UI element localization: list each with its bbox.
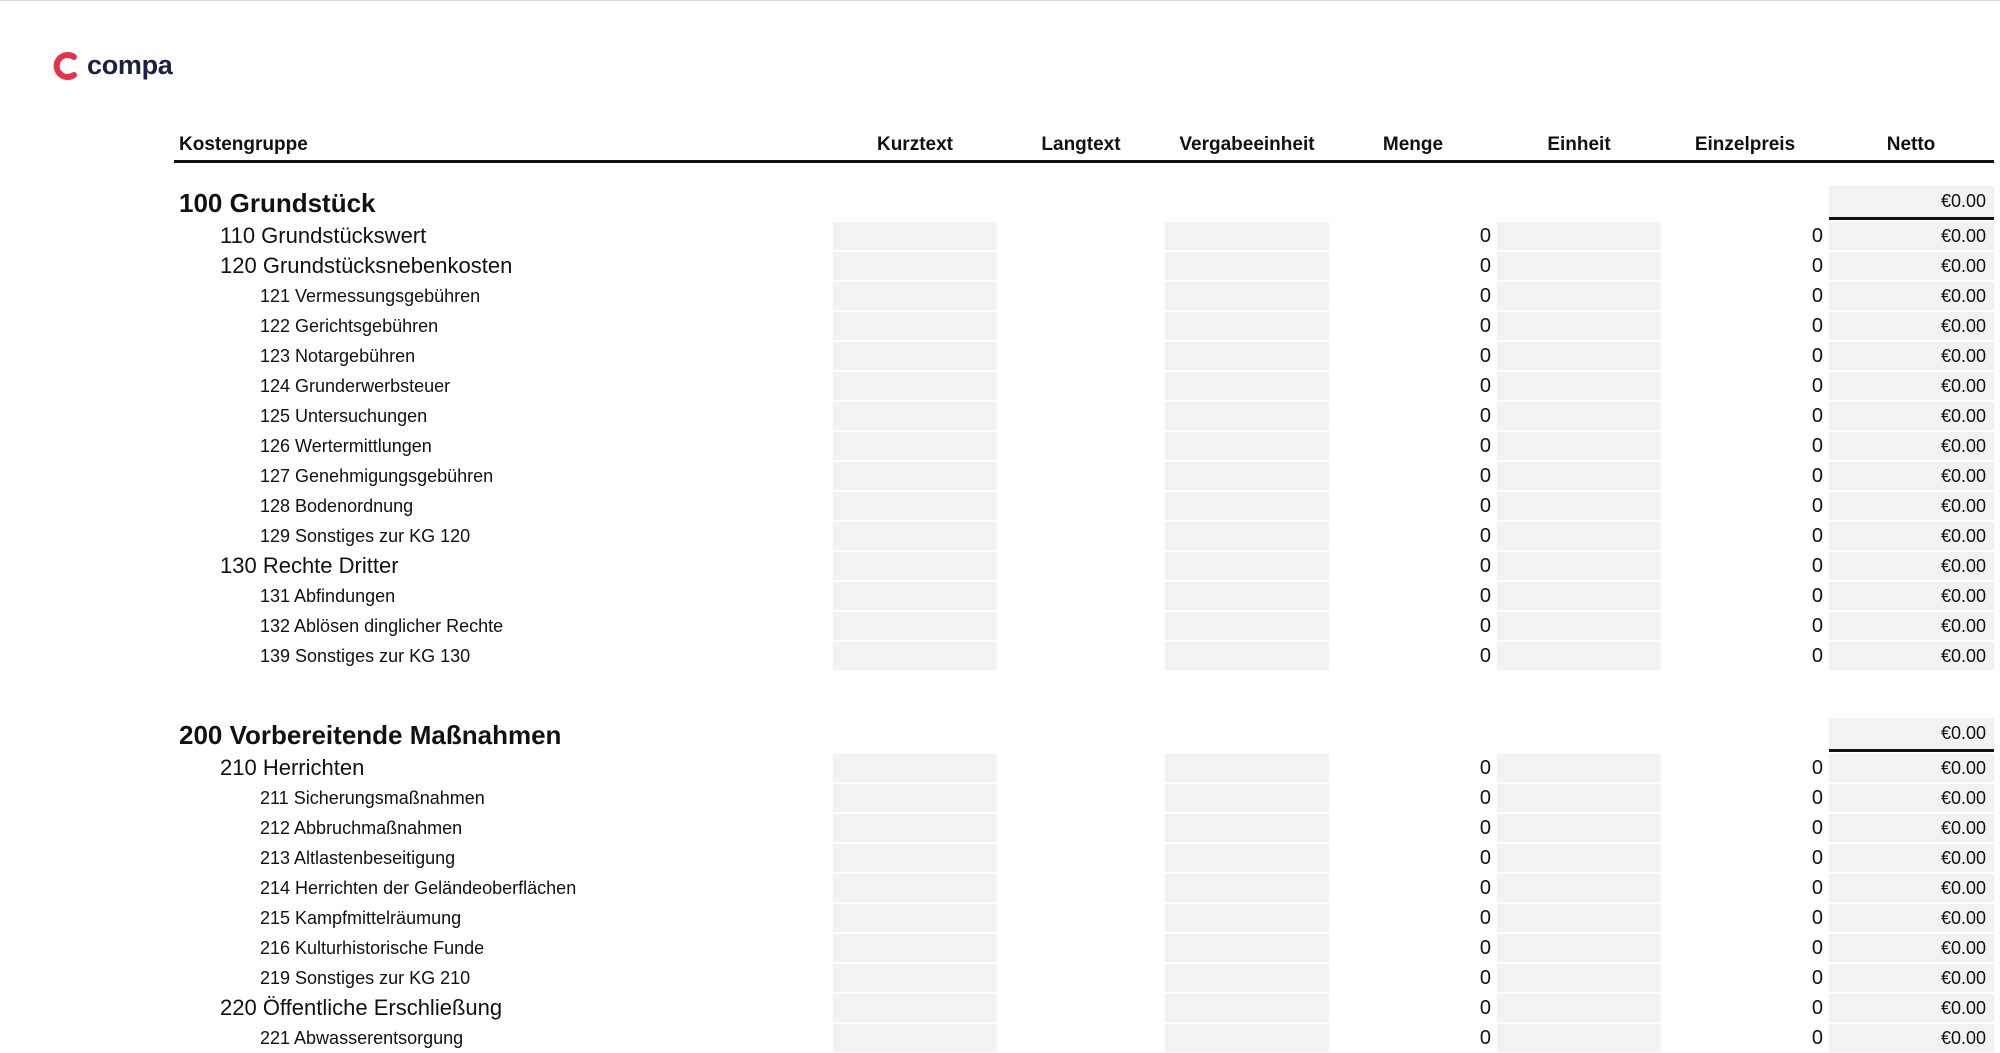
vergabeeinheit-cell[interactable] [1165,844,1329,872]
einheit-cell[interactable] [1497,814,1661,842]
kostengruppe-label: 123 Notargebühren [260,345,416,366]
col-menge-header: Menge [1330,130,1496,163]
table-row [174,431,2000,461]
langtext-cell[interactable] [998,903,1164,933]
einzelpreis-cell[interactable]: 0 [1811,254,1823,277]
einheit-cell[interactable] [1497,522,1661,550]
empty-cell [998,185,1164,221]
kurztext-cell[interactable] [833,612,997,640]
kurztext-cell[interactable] [833,522,997,550]
netto-cell: €0.00 [1829,462,1994,490]
menge-cell[interactable]: 0 [1479,786,1491,809]
einzelpreis-cell[interactable]: 0 [1811,524,1823,547]
menge-cell[interactable]: 0 [1479,906,1491,929]
einzelpreis-cell[interactable]: 0 [1811,756,1823,779]
langtext-cell[interactable] [998,783,1164,813]
kurztext-cell[interactable] [833,814,997,842]
table-row [174,813,2000,843]
netto-cell: €0.00 [1829,784,1994,812]
empty-cell [1496,185,1662,221]
menge-cell[interactable]: 0 [1479,1026,1491,1049]
col-einzelpreis-header: Einzelpreis [1662,130,1828,163]
cost-sheet [174,130,2000,1053]
empty-cell [1164,717,1330,753]
netto-cell: €0.00 [1829,874,1994,902]
menge-cell[interactable]: 0 [1479,224,1491,247]
kostengruppe-label: 214 Herrichten der Geländeoberflächen [260,877,577,898]
vergabeeinheit-cell[interactable] [1165,784,1329,812]
section-title: 100 Grundstück [179,188,376,218]
kurztext-cell[interactable] [833,252,997,280]
kostengruppe-label: 221 Abwasserentsorgung [260,1027,464,1048]
section-header-row [174,717,2000,753]
table-row [174,251,2000,281]
langtext-cell[interactable] [998,281,1164,311]
langtext-cell[interactable] [998,611,1164,641]
langtext-cell[interactable] [998,341,1164,371]
einzelpreis-cell[interactable]: 0 [1811,344,1823,367]
einheit-cell[interactable] [1497,874,1661,902]
table-row [174,993,2000,1023]
menge-cell[interactable]: 0 [1479,284,1491,307]
einheit-cell[interactable] [1497,372,1661,400]
top-divider [0,0,2000,1]
langtext-cell[interactable] [998,753,1164,783]
empty-cell [1662,717,1828,753]
empty-cell [1330,717,1496,753]
menge-cell[interactable]: 0 [1479,524,1491,547]
einheit-cell[interactable] [1497,754,1661,782]
netto-cell: €0.00 [1829,964,1994,992]
kurztext-cell[interactable] [833,582,997,610]
menge-cell[interactable]: 0 [1479,314,1491,337]
kostengruppe-label: 122 Gerichtsgebühren [260,315,439,336]
einheit-cell[interactable] [1497,402,1661,430]
table-body [174,163,2000,1053]
kostengruppe-label: 125 Untersuchungen [260,405,428,426]
section-spacer [174,671,2000,717]
einzelpreis-cell[interactable]: 0 [1811,644,1823,667]
kostengruppe-label: 126 Wertermittlungen [260,435,432,456]
menge-cell[interactable]: 0 [1479,876,1491,899]
langtext-cell[interactable] [998,813,1164,843]
table-row [174,221,2000,251]
section-header-row [174,185,2000,221]
einzelpreis-cell[interactable]: 0 [1811,404,1823,427]
netto-cell: €0.00 [1829,282,1994,310]
kostengruppe-label: 213 Altlastenbeseitigung [260,847,456,868]
vergabeeinheit-cell[interactable] [1165,432,1329,460]
netto-cell: €0.00 [1829,312,1994,340]
kostengruppe-label: 124 Grunderwerbsteuer [260,375,451,396]
langtext-cell[interactable] [998,963,1164,993]
kostengruppe-label: 210 Herrichten [220,755,365,780]
netto-cell: €0.00 [1829,1024,1994,1052]
einheit-cell[interactable] [1497,784,1661,812]
vergabeeinheit-cell[interactable] [1165,402,1329,430]
netto-cell: €0.00 [1829,522,1994,550]
kostengruppe-label: 110 Grundstückswert [220,223,427,248]
kurztext-cell[interactable] [833,372,997,400]
table-row [174,641,2000,671]
kostengruppe-label: 121 Vermessungsgebühren [260,285,481,306]
netto-cell: €0.00 [1829,642,1994,670]
col-kostengruppe-header: Kostengruppe [174,130,832,163]
kurztext-cell[interactable] [833,462,997,490]
langtext-cell[interactable] [998,221,1164,251]
menge-cell[interactable]: 0 [1479,756,1491,779]
langtext-cell[interactable] [998,551,1164,581]
einzelpreis-cell[interactable]: 0 [1811,584,1823,607]
kurztext-cell[interactable] [833,1024,997,1052]
einheit-cell[interactable] [1497,612,1661,640]
section-netto-total: €0.00 [1829,718,1994,752]
menge-cell[interactable]: 0 [1479,494,1491,517]
menge-cell[interactable]: 0 [1479,374,1491,397]
table-row [174,341,2000,371]
menge-cell[interactable]: 0 [1479,464,1491,487]
einzelpreis-cell[interactable]: 0 [1811,876,1823,899]
kostengruppe-label: 120 Grundstücksnebenkosten [220,253,513,278]
empty-cell [1496,717,1662,753]
netto-cell: €0.00 [1829,934,1994,962]
table-row [174,903,2000,933]
kurztext-cell[interactable] [833,282,997,310]
table-row [174,281,2000,311]
kostengruppe-label: 212 Abbruchmaßnahmen [260,817,463,838]
langtext-cell[interactable] [998,933,1164,963]
kurztext-cell[interactable] [833,904,997,932]
empty-cell [1164,185,1330,221]
langtext-cell[interactable] [998,491,1164,521]
einheit-cell[interactable] [1497,492,1661,520]
netto-cell: €0.00 [1829,754,1994,782]
menge-cell[interactable]: 0 [1479,254,1491,277]
kostengruppe-label: 219 Sonstiges zur KG 210 [260,967,471,988]
einzelpreis-cell[interactable]: 0 [1811,434,1823,457]
menge-cell[interactable]: 0 [1479,404,1491,427]
vergabeeinheit-cell[interactable] [1165,814,1329,842]
table-row [174,753,2000,783]
menge-cell[interactable]: 0 [1479,644,1491,667]
kurztext-cell[interactable] [833,964,997,992]
einzelpreis-cell[interactable]: 0 [1811,284,1823,307]
einzelpreis-cell[interactable]: 0 [1811,314,1823,337]
kurztext-cell[interactable] [833,844,997,872]
table-row [174,551,2000,581]
table-row [174,461,2000,491]
netto-cell: €0.00 [1829,994,1994,1022]
einzelpreis-cell[interactable]: 0 [1811,936,1823,959]
langtext-cell[interactable] [998,1023,1164,1053]
einheit-cell[interactable] [1497,934,1661,962]
menge-cell[interactable]: 0 [1479,816,1491,839]
menge-cell[interactable]: 0 [1479,614,1491,637]
kostengruppe-label: 130 Rechte Dritter [220,553,399,578]
einzelpreis-cell[interactable]: 0 [1811,846,1823,869]
vergabeeinheit-cell[interactable] [1165,342,1329,370]
kurztext-cell[interactable] [833,222,997,250]
vergabeeinheit-cell[interactable] [1165,1024,1329,1052]
einzelpreis-cell[interactable]: 0 [1811,816,1823,839]
einheit-cell[interactable] [1497,462,1661,490]
netto-cell: €0.00 [1829,814,1994,842]
einzelpreis-cell[interactable]: 0 [1811,996,1823,1019]
menge-cell[interactable]: 0 [1479,344,1491,367]
langtext-cell[interactable] [998,521,1164,551]
vergabeeinheit-cell[interactable] [1165,994,1329,1022]
langtext-cell[interactable] [998,371,1164,401]
einheit-cell[interactable] [1497,994,1661,1022]
vergabeeinheit-cell[interactable] [1165,612,1329,640]
einzelpreis-cell[interactable]: 0 [1811,464,1823,487]
einheit-cell[interactable] [1497,582,1661,610]
einheit-cell[interactable] [1497,904,1661,932]
langtext-cell[interactable] [998,311,1164,341]
kurztext-cell[interactable] [833,312,997,340]
einzelpreis-cell[interactable]: 0 [1811,786,1823,809]
section-title: 200 Vorbereitende Maßnahmen [179,720,562,750]
langtext-cell[interactable] [998,581,1164,611]
table-row [174,521,2000,551]
vergabeeinheit-cell[interactable] [1165,552,1329,580]
einheit-cell[interactable] [1497,1024,1661,1052]
col-netto-header: Netto [1828,130,1994,163]
netto-cell: €0.00 [1829,402,1994,430]
menge-cell[interactable]: 0 [1479,434,1491,457]
vergabeeinheit-cell[interactable] [1165,964,1329,992]
vergabeeinheit-cell[interactable] [1165,934,1329,962]
table-row [174,311,2000,341]
netto-cell: €0.00 [1829,252,1994,280]
netto-cell: €0.00 [1829,342,1994,370]
langtext-cell[interactable] [998,401,1164,431]
kurztext-cell[interactable] [833,492,997,520]
langtext-cell[interactable] [998,873,1164,903]
kurztext-cell[interactable] [833,642,997,670]
table-row [174,1023,2000,1053]
vergabeeinheit-cell[interactable] [1165,312,1329,340]
vergabeeinheit-cell[interactable] [1165,372,1329,400]
table-row [174,843,2000,873]
vergabeeinheit-cell[interactable] [1165,582,1329,610]
table-header [174,130,2000,163]
einzelpreis-cell[interactable]: 0 [1811,554,1823,577]
einheit-cell[interactable] [1497,312,1661,340]
netto-cell: €0.00 [1829,432,1994,460]
netto-cell: €0.00 [1829,904,1994,932]
col-einheit-header: Einheit [1496,130,1662,163]
table-row [174,933,2000,963]
kostengruppe-label: 139 Sonstiges zur KG 130 [260,645,471,666]
netto-cell: €0.00 [1829,844,1994,872]
einzelpreis-cell[interactable]: 0 [1811,374,1823,397]
einheit-cell[interactable] [1497,552,1661,580]
table-row [174,371,2000,401]
brand-name: compa [87,50,173,80]
kostengruppe-label: 131 Abfindungen [260,585,396,606]
einheit-cell[interactable] [1497,282,1661,310]
einheit-cell[interactable] [1497,642,1661,670]
einheit-cell[interactable] [1497,252,1661,280]
kurztext-cell[interactable] [833,402,997,430]
netto-cell: €0.00 [1829,612,1994,640]
einheit-cell[interactable] [1497,432,1661,460]
col-vergabeeinheit-header: Vergabeeinheit [1164,130,1330,163]
table-row [174,873,2000,903]
kostengruppe-label: 132 Ablösen dinglicher Rechte [260,615,504,636]
einheit-cell[interactable] [1497,844,1661,872]
einzelpreis-cell[interactable]: 0 [1811,224,1823,247]
einzelpreis-cell[interactable]: 0 [1811,1026,1823,1049]
vergabeeinheit-cell[interactable] [1165,874,1329,902]
table-row [174,611,2000,641]
menge-cell[interactable]: 0 [1479,996,1491,1019]
vergabeeinheit-cell[interactable] [1165,904,1329,932]
langtext-cell[interactable] [998,641,1164,671]
vergabeeinheit-cell[interactable] [1165,462,1329,490]
menge-cell[interactable]: 0 [1479,966,1491,989]
netto-cell: €0.00 [1829,222,1994,250]
col-kurztext-header: Kurztext [832,130,998,163]
kostengruppe-label: 216 Kulturhistorische Funde [260,937,485,958]
kurztext-cell[interactable] [833,784,997,812]
table-row [174,491,2000,521]
vergabeeinheit-cell[interactable] [1165,522,1329,550]
kostengruppe-label: 220 Öffentliche Erschließung [220,995,503,1020]
kurztext-cell[interactable] [833,994,997,1022]
menge-cell[interactable]: 0 [1479,846,1491,869]
kurztext-cell[interactable] [833,874,997,902]
langtext-cell[interactable] [998,431,1164,461]
langtext-cell[interactable] [998,843,1164,873]
einzelpreis-cell[interactable]: 0 [1811,906,1823,929]
empty-cell [1330,185,1496,221]
kostengruppe-label: 128 Bodenordnung [260,495,414,516]
einheit-cell[interactable] [1497,964,1661,992]
table-row [174,581,2000,611]
kurztext-cell[interactable] [833,342,997,370]
kurztext-cell[interactable] [833,934,997,962]
table-row [174,401,2000,431]
table-row [174,783,2000,813]
vergabeeinheit-cell[interactable] [1165,252,1329,280]
section-spacer [174,163,2000,185]
langtext-cell[interactable] [998,251,1164,281]
netto-cell: €0.00 [1829,492,1994,520]
kurztext-cell[interactable] [833,754,997,782]
empty-cell [1662,185,1828,221]
kostengruppe-label: 211 Sicherungsmaßnahmen [260,787,485,808]
einheit-cell[interactable] [1497,342,1661,370]
vergabeeinheit-cell[interactable] [1165,282,1329,310]
kurztext-cell[interactable] [833,552,997,580]
table-row [174,963,2000,993]
compa-logo-icon [52,51,82,81]
kostengruppe-label: 127 Genehmigungsgebühren [260,465,494,486]
vergabeeinheit-cell[interactable] [1165,222,1329,250]
netto-cell: €0.00 [1829,552,1994,580]
netto-cell: €0.00 [1829,372,1994,400]
einzelpreis-cell[interactable]: 0 [1811,614,1823,637]
kurztext-cell[interactable] [833,432,997,460]
netto-cell: €0.00 [1829,582,1994,610]
menge-cell[interactable]: 0 [1479,554,1491,577]
vergabeeinheit-cell[interactable] [1165,754,1329,782]
kostengruppe-label: 129 Sonstiges zur KG 120 [260,525,471,546]
einzelpreis-cell[interactable]: 0 [1811,494,1823,517]
section-netto-total: €0.00 [1829,186,1994,220]
langtext-cell[interactable] [998,461,1164,491]
menge-cell[interactable]: 0 [1479,936,1491,959]
einheit-cell[interactable] [1497,222,1661,250]
col-langtext-header: Langtext [998,130,1164,163]
langtext-cell[interactable] [998,993,1164,1023]
vergabeeinheit-cell[interactable] [1165,492,1329,520]
empty-cell [832,185,998,221]
empty-cell [832,717,998,753]
brand-logo [52,50,173,81]
vergabeeinheit-cell[interactable] [1165,642,1329,670]
kostengruppe-label: 215 Kampfmittelräumung [260,907,462,928]
menge-cell[interactable]: 0 [1479,584,1491,607]
empty-cell [998,717,1164,753]
einzelpreis-cell[interactable]: 0 [1811,966,1823,989]
